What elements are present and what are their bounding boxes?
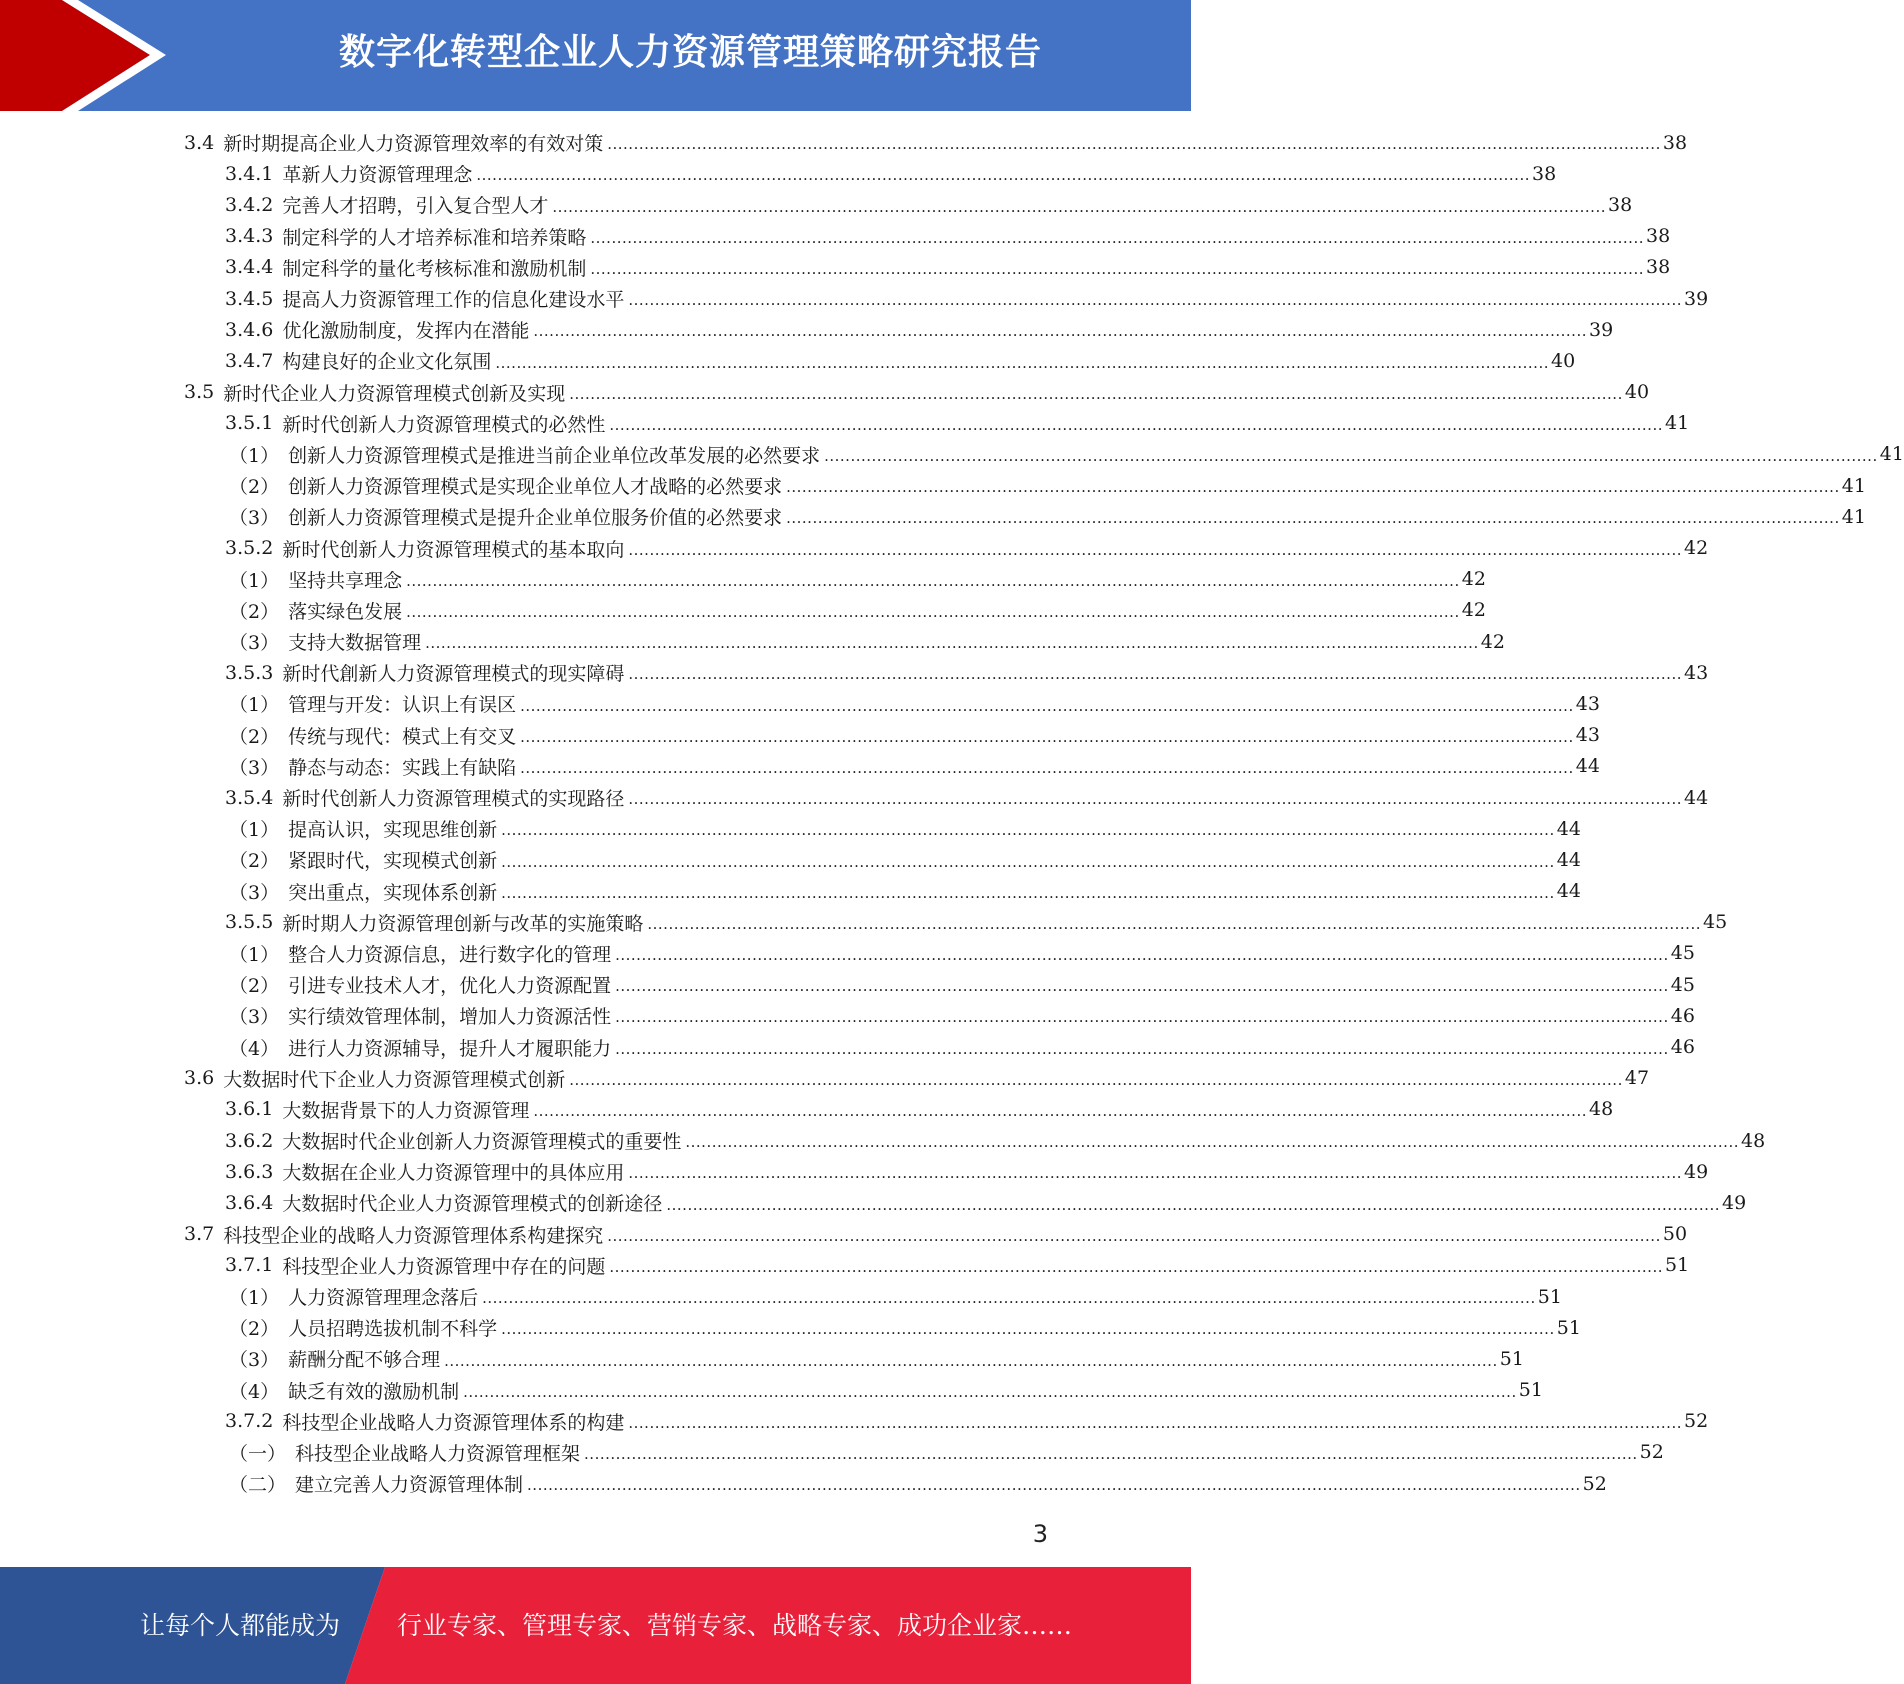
toc-entry-title: 大数据时代下企业人力资源管理模式创新 <box>223 1068 566 1091</box>
toc-dot-leader: ........................................................................................................................................................................................................ <box>584 1445 1638 1464</box>
toc-entry[interactable] <box>0 501 1866 532</box>
toc-entry-title: 人力资源管理理念落后 <box>288 1287 479 1310</box>
toc-entry-page: 39 <box>1684 287 1709 310</box>
page-header <box>0 0 1191 111</box>
toc-dot-leader: ........................................................................................................................................................................................................ <box>647 914 1701 933</box>
toc-entry-page: 43 <box>1684 661 1709 684</box>
toc-entry[interactable] <box>0 1312 1581 1343</box>
toc-entry[interactable] <box>0 1343 1524 1374</box>
toc-dot-leader: ........................................................................................................................................................................................................ <box>482 1289 1536 1308</box>
toc-entry[interactable] <box>0 158 1557 189</box>
toc-entry-number: （3） <box>229 1349 280 1372</box>
toc-entry[interactable] <box>0 252 1671 283</box>
toc-entry[interactable] <box>0 470 1866 501</box>
toc-entry[interactable] <box>0 283 1709 314</box>
toc-entry-title: 科技型企业的战略人力资源管理体系构建探究 <box>223 1224 604 1247</box>
toc-entry-number: （1） <box>229 943 280 966</box>
toc-entry[interactable] <box>0 1437 1664 1468</box>
toc-entry-number: （3） <box>229 756 280 779</box>
toc-entry-title: 新时代創新人力资源管理模式的现实障碍 <box>282 663 625 686</box>
toc-dot-leader: ........................................................................................................................................................................................................ <box>569 384 1623 403</box>
toc-entry-page: 42 <box>1461 599 1486 622</box>
toc-entry-number: 3.5.2 <box>225 537 274 560</box>
toc-entry[interactable] <box>0 1468 1607 1499</box>
toc-entry-page: 44 <box>1556 880 1581 903</box>
toc-entry-page: 46 <box>1670 1004 1695 1027</box>
toc-entry[interactable] <box>0 813 1581 844</box>
toc-entry[interactable] <box>0 532 1709 563</box>
toc-entry-number: 3.4.2 <box>225 193 274 216</box>
toc-entry-page: 51 <box>1537 1285 1562 1308</box>
toc-entry[interactable] <box>0 1250 1690 1281</box>
toc-entry[interactable] <box>0 1125 1766 1156</box>
toc-entry[interactable] <box>0 844 1581 875</box>
toc-entry-page: 42 <box>1684 537 1709 560</box>
toc-dot-leader: ........................................................................................................................................................................................................ <box>786 509 1840 528</box>
toc-entry-title: 薪酬分配不够合理 <box>288 1349 441 1372</box>
toc-dot-leader: ........................................................................................................................................................................................................ <box>615 946 1669 965</box>
toc-entry[interactable] <box>0 221 1671 252</box>
toc-entry-title: 制定科学的量化考核标准和激励机制 <box>282 257 587 280</box>
toc-entry-page: 45 <box>1670 942 1695 965</box>
toc-dot-leader: ........................................................................................................................................................................................................ <box>607 1226 1661 1245</box>
toc-dot-leader: ........................................................................................................................................................................................................ <box>628 1164 1682 1183</box>
toc-entry[interactable] <box>0 1281 1562 1312</box>
toc-entry[interactable] <box>0 657 1709 688</box>
toc-entry-title: 大数据在企业人力资源管理中的具体应用 <box>282 1162 625 1185</box>
toc-entry[interactable] <box>0 1406 1709 1437</box>
toc-entry-title: 制定科学的人才培养标准和培养策略 <box>282 226 587 249</box>
toc-entry-number: 3.7 <box>184 1223 215 1246</box>
toc-entry-page: 51 <box>1665 1254 1690 1277</box>
toc-entry-page: 49 <box>1722 1191 1747 1214</box>
toc-entry-title: 缺乏有效的激励机制 <box>288 1380 460 1403</box>
toc-entry[interactable] <box>0 1031 1695 1062</box>
toc-entry-number: 3.5.4 <box>225 786 274 809</box>
toc-entry-number: 3.7.1 <box>225 1254 274 1277</box>
toc-dot-leader: ........................................................................................................................................................................................................ <box>520 727 1574 746</box>
toc-dot-leader: ........................................................................................................................................................................................................ <box>685 1133 1739 1152</box>
toc-entry-page: 52 <box>1684 1410 1709 1433</box>
toc-entry-page: 39 <box>1589 318 1614 341</box>
toc-entry-title: 进行人力资源辅导，提升人才履职能力 <box>288 1037 612 1060</box>
toc-entry[interactable] <box>0 189 1633 220</box>
toc-entry-title: 坚持共享理念 <box>288 569 403 592</box>
toc-entry-number: 3.6.1 <box>225 1098 274 1121</box>
toc-entry-number: 3.6.4 <box>225 1191 274 1214</box>
toc-entry-title: 完善人才招聘，引入复合型人才 <box>282 195 549 218</box>
page-number: 3 <box>1032 1520 1048 1548</box>
toc-entry[interactable] <box>0 595 1486 626</box>
toc-entry-number: 3.4.4 <box>225 256 274 279</box>
toc-entry-title: 新时期提高企业人力资源管理效率的有效对策 <box>223 133 604 156</box>
toc-dot-leader: ........................................................................................................................................................................................................ <box>628 1413 1682 1432</box>
toc-entry-number: （4） <box>229 1037 280 1060</box>
toc-entry-number: （2） <box>229 975 280 998</box>
toc-entry-title: 创新人力资源管理模式是实现企业单位人才战略的必然要求 <box>288 476 783 499</box>
toc-entry-number: （4） <box>229 1380 280 1403</box>
toc-dot-leader: ........................................................................................................................................................................................................ <box>501 852 1555 871</box>
toc-entry-page: 44 <box>1556 848 1581 871</box>
toc-entry[interactable] <box>0 314 1614 345</box>
toc-entry-title: 提高认识，实现思维创新 <box>288 819 498 842</box>
toc-dot-leader: ........................................................................................................................................................................................................ <box>444 1351 1498 1370</box>
page-footer <box>0 1567 1191 1684</box>
toc-entry-page: 41 <box>1841 474 1866 497</box>
toc-dot-leader: ........................................................................................................................................................................................................ <box>552 197 1606 216</box>
toc-entry-page: 44 <box>1575 755 1600 778</box>
toc-dot-leader: ........................................................................................................................................................................................................ <box>463 1382 1517 1401</box>
toc-entry-page: 44 <box>1556 817 1581 840</box>
toc-entry-page: 45 <box>1670 973 1695 996</box>
toc-entry-number: 3.6.2 <box>225 1129 274 1152</box>
toc-dot-leader: ........................................................................................................................................................................................................ <box>501 883 1555 902</box>
toc-entry-number: （1） <box>229 569 280 592</box>
footer-slogan-right: 行业专家、管理专家、营销专家、战略专家、成功企业家…… <box>397 1611 1073 1640</box>
toc-dot-leader: ........................................................................................................................................................................................................ <box>501 821 1555 840</box>
toc-entry-number: （1） <box>229 444 280 467</box>
toc-entry-number: （3） <box>229 632 280 655</box>
toc-entry-number: （3） <box>229 1006 280 1029</box>
toc-entry-title: 静态与动态：实践上有缺陷 <box>288 756 517 779</box>
toc-entry-number: （1） <box>229 1287 280 1310</box>
toc-entry[interactable] <box>0 1156 1709 1187</box>
toc-entry-number: （1） <box>229 819 280 842</box>
report-title: 数字化转型企业人力资源管理策略研究报告 <box>338 32 1042 73</box>
toc-dot-leader: ........................................................................................................................................................................................................ <box>533 322 1587 341</box>
toc-entry-title: 实行绩效管理体制，增加人力资源活性 <box>288 1006 612 1029</box>
toc-dot-leader: ........................................................................................................................................................................................................ <box>628 291 1682 310</box>
toc-entry-number: （2） <box>229 850 280 873</box>
toc-dot-leader: ........................................................................................................................................................................................................ <box>615 977 1669 996</box>
toc-entry-title: 整合人力资源信息，进行数字化的管理 <box>288 943 612 966</box>
toc-entry[interactable] <box>0 1219 1688 1250</box>
toc-dot-leader: ........................................................................................................................................................................................................ <box>495 353 1549 372</box>
toc-dot-leader: ........................................................................................................................................................................................................ <box>406 571 1460 590</box>
toc-entry-number: 3.5 <box>184 381 215 404</box>
toc-entry-page: 50 <box>1662 1223 1688 1246</box>
toc-entry-title: 大数据时代企业创新人力资源管理模式的重要性 <box>282 1131 682 1154</box>
toc-entry-title: 落实绿色发展 <box>288 600 403 623</box>
toc-entry-page: 40 <box>1624 381 1650 404</box>
toc-entry[interactable] <box>0 377 1650 408</box>
toc-entry-title: 新时代创新人力资源管理模式的必然性 <box>282 413 606 436</box>
toc-entry-page: 42 <box>1480 630 1505 653</box>
toc-entry-page: 52 <box>1639 1441 1664 1464</box>
toc-entry-page: 52 <box>1582 1472 1607 1495</box>
toc-entry-title: 引进专业技术人才，优化人力资源配置 <box>288 975 612 998</box>
toc-entry-page: 42 <box>1461 568 1486 591</box>
toc-entry-page: 51 <box>1556 1316 1581 1339</box>
toc-entry-title: 支持大数据管理 <box>288 632 422 655</box>
toc-entry[interactable] <box>0 439 1904 470</box>
toc-entry[interactable] <box>0 782 1709 813</box>
toc-entry-number: （3） <box>229 507 280 530</box>
toc-entry-page: 45 <box>1703 911 1728 934</box>
toc-entry-page: 38 <box>1662 131 1688 154</box>
toc-entry-number: 3.7.2 <box>225 1410 274 1433</box>
toc-entry-title: 建立完善人力资源管理体制 <box>295 1474 524 1497</box>
toc-entry-page: 46 <box>1670 1036 1695 1059</box>
toc-dot-leader: ........................................................................................................................................................................................................ <box>501 1320 1555 1339</box>
toc-entry-page: 44 <box>1684 786 1709 809</box>
toc-entry-page: 43 <box>1575 692 1600 715</box>
toc-entry-number: 3.4 <box>184 131 215 154</box>
toc-dot-leader: ........................................................................................................................................................................................................ <box>609 1257 1663 1276</box>
toc-entry-page: 38 <box>1532 162 1557 185</box>
toc-entry-number: 3.4.5 <box>225 287 274 310</box>
toc-entry[interactable] <box>0 127 1688 158</box>
toc-entry-title: 紧跟时代，实现模式创新 <box>288 850 498 873</box>
toc-dot-leader: ........................................................................................................................................................................................................ <box>590 259 1644 278</box>
toc-entry[interactable] <box>0 345 1576 376</box>
toc-entry-page: 49 <box>1684 1160 1709 1183</box>
toc-entry-title: 管理与开发：认识上有误区 <box>288 694 517 717</box>
toc-entry-number: 3.6 <box>184 1067 215 1090</box>
toc-entry-number: （2） <box>229 725 280 748</box>
toc-entry-title: 突出重点，实现体系创新 <box>288 881 498 904</box>
toc-dot-leader: ........................................................................................................................................................................................................ <box>406 603 1460 621</box>
toc-entry-title: 构建良好的企业文化氛围 <box>282 351 492 374</box>
toc-entry-page: 41 <box>1879 443 1904 466</box>
toc-entry-title: 创新人力资源管理模式是推进当前企业单位改革发展的必然要求 <box>288 444 821 467</box>
toc-entry[interactable] <box>0 720 1600 751</box>
toc-dot-leader: ........................................................................................................................................................................................................ <box>628 665 1682 684</box>
toc-entry-number: 3.5.1 <box>225 412 274 435</box>
toc-dot-leader: ........................................................................................................................................................................................................ <box>666 1195 1720 1214</box>
toc-dot-leader: ........................................................................................................................................................................................................ <box>520 696 1574 715</box>
toc-entry-title: 传统与现代：模式上有交叉 <box>288 725 517 748</box>
toc-dot-leader: ........................................................................................................................................................................................................ <box>615 1008 1669 1027</box>
toc-entry-number: 3.4.1 <box>225 162 274 185</box>
toc-entry-title: 人员招聘选拔机制不科学 <box>288 1318 498 1341</box>
toc-dot-leader: ........................................................................................................................................................................................................ <box>533 1102 1587 1120</box>
toc-entry-title: 科技型企业战略人力资源管理体系的构建 <box>282 1411 625 1434</box>
toc-entry-page: 38 <box>1608 193 1633 216</box>
toc-dot-leader: ........................................................................................................................................................................................................ <box>609 415 1663 434</box>
toc-dot-leader: ........................................................................................................................................................................................................ <box>590 228 1644 247</box>
toc-dot-leader: ........................................................................................................................................................................................................ <box>628 540 1682 559</box>
toc-entry-number: 3.6.3 <box>225 1160 274 1183</box>
toc-entry-page: 41 <box>1665 412 1690 435</box>
toc-entry-number: （3） <box>229 881 280 904</box>
toc-entry[interactable] <box>0 1063 1650 1094</box>
toc-entry-title: 创新人力资源管理模式是提升企业单位服务价值的必然要求 <box>288 507 783 530</box>
toc-dot-leader: ........................................................................................................................................................................................................ <box>824 447 1878 466</box>
toc-entry-title: 科技型企业人力资源管理中存在的问题 <box>282 1255 606 1278</box>
toc-entry-page: 51 <box>1499 1347 1524 1370</box>
toc-dot-leader: ........................................................................................................................................................................................................ <box>569 1070 1623 1089</box>
toc-entry-number: （2） <box>229 476 280 499</box>
toc-entry[interactable] <box>0 626 1505 657</box>
toc-entry-number: （1） <box>229 694 280 717</box>
toc-entry[interactable] <box>0 1187 1747 1218</box>
toc-entry-number: 3.4.7 <box>225 349 274 372</box>
toc-entry-number: （二） <box>229 1474 287 1497</box>
toc-dot-leader: ........................................................................................................................................................................................................ <box>607 135 1661 154</box>
toc-dot-leader: ........................................................................................................................................................................................................ <box>615 1039 1669 1058</box>
toc-entry[interactable] <box>0 1000 1695 1031</box>
toc-entry-number: 3.4.3 <box>225 225 274 248</box>
toc-entry-number: 3.5.3 <box>225 661 274 684</box>
toc-entry-number: （一） <box>229 1442 287 1465</box>
toc-entry[interactable] <box>0 938 1695 969</box>
toc-entry-title: 新时代创新人力资源管理模式的基本取向 <box>282 538 625 561</box>
toc-entry-page: 48 <box>1741 1129 1766 1152</box>
toc-entry[interactable] <box>0 907 1728 938</box>
toc-entry-title: 提高人力资源管理工作的信息化建设水平 <box>282 289 625 312</box>
toc-entry[interactable] <box>0 564 1486 595</box>
toc-entry-number: （2） <box>229 1318 280 1341</box>
toc-entry-page: 47 <box>1624 1067 1650 1090</box>
toc-entry-page: 48 <box>1589 1098 1614 1121</box>
toc-entry[interactable] <box>0 751 1600 782</box>
toc-entry[interactable] <box>0 876 1581 907</box>
toc-entry-title: 新时代创新人力资源管理模式的实现路径 <box>282 788 625 811</box>
toc-entry-title: 大数据时代企业人力资源管理模式的创新途径 <box>282 1193 663 1216</box>
toc-entry-page: 41 <box>1841 505 1866 528</box>
toc-dot-leader: ........................................................................................................................................................................................................ <box>527 1476 1581 1495</box>
toc-entry-title: 新时代企业人力资源管理模式创新及实现 <box>223 382 566 405</box>
toc-dot-leader: ........................................................................................................................................................................................................ <box>520 758 1574 777</box>
toc-dot-leader: ........................................................................................................................................................................................................ <box>786 478 1840 497</box>
toc-entry[interactable] <box>0 1094 1614 1125</box>
toc-entry[interactable] <box>0 408 1690 439</box>
toc-entry-title: 革新人力资源管理理念 <box>282 164 473 187</box>
footer-slogan-left: 让每个人都能成为 <box>140 1611 341 1640</box>
table-of-contents <box>0 127 1904 1499</box>
toc-entry[interactable] <box>0 969 1695 1000</box>
toc-entry-page: 40 <box>1551 349 1576 372</box>
toc-dot-leader: ........................................................................................................................................................................................................ <box>476 166 1530 185</box>
toc-entry-page: 43 <box>1575 724 1600 747</box>
toc-entry-page: 38 <box>1646 256 1671 279</box>
toc-entry[interactable] <box>0 1375 1543 1406</box>
toc-entry-number: 3.5.5 <box>225 911 274 934</box>
toc-entry-number: （2） <box>229 600 280 623</box>
toc-dot-leader: ........................................................................................................................................................................................................ <box>425 634 1479 653</box>
toc-entry-title: 优化激励制度，发挥内在潜能 <box>282 320 530 343</box>
toc-entry-page: 38 <box>1646 225 1671 248</box>
toc-dot-leader: ........................................................................................................................................................................................................ <box>628 790 1682 809</box>
toc-entry-title: 科技型企业战略人力资源管理框架 <box>295 1442 581 1465</box>
toc-entry-title: 新时期人力资源管理创新与改革的实施策略 <box>282 912 644 935</box>
toc-entry-page: 51 <box>1518 1379 1543 1402</box>
toc-entry-number: 3.4.6 <box>225 318 274 341</box>
toc-entry-title: 大数据背景下的人力资源管理 <box>282 1099 530 1122</box>
toc-entry[interactable] <box>0 688 1600 719</box>
